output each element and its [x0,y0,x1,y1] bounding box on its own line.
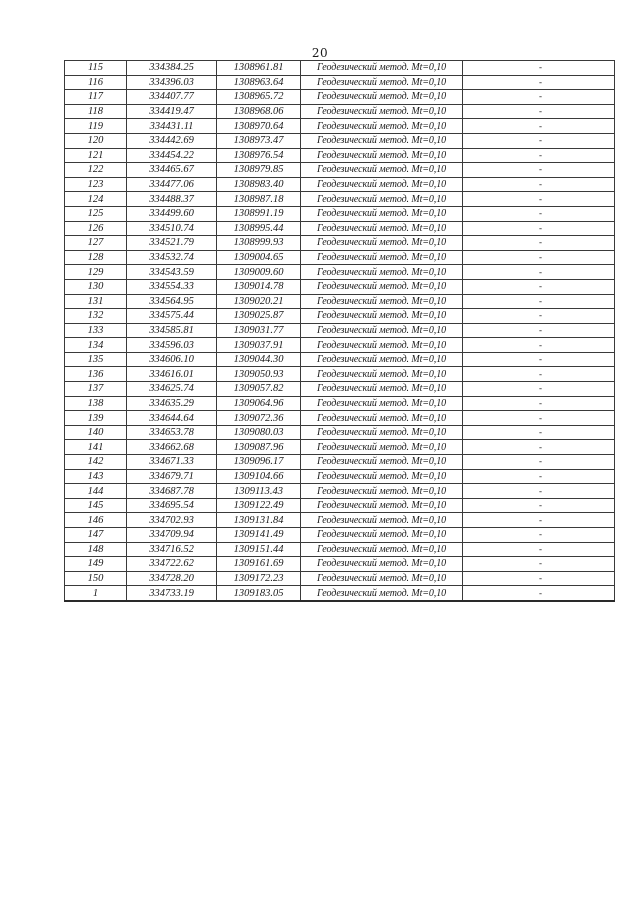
point-number-cell: 150 [65,571,127,586]
point-number-cell: 147 [65,528,127,543]
y-coordinate-cell: 1308987.18 [217,192,301,207]
point-number-cell: 142 [65,455,127,470]
y-coordinate-cell: 1309037.91 [217,338,301,353]
point-number-cell: 136 [65,367,127,382]
accuracy-note-cell: - [463,163,615,178]
table-row [65,411,615,426]
y-coordinate-cell: 1308991.19 [217,206,301,221]
method-cell: Геодезический метод. Mt=0,10 [301,250,463,265]
method-cell: Геодезический метод. Mt=0,10 [301,440,463,455]
x-coordinate-cell: 334477.06 [127,177,217,192]
accuracy-note-cell: - [463,513,615,528]
x-coordinate-cell: 334644.64 [127,411,217,426]
y-coordinate-cell: 1309025.87 [217,309,301,324]
x-coordinate-cell: 334499.60 [127,206,217,221]
y-coordinate-cell: 1308968.06 [217,104,301,119]
point-number-cell: 138 [65,396,127,411]
table-row [65,119,615,134]
y-coordinate-cell: 1309020.21 [217,294,301,309]
accuracy-note-cell: - [463,104,615,119]
point-number-cell: 121 [65,148,127,163]
point-number-cell: 145 [65,498,127,513]
point-number-cell: 125 [65,206,127,221]
accuracy-note-cell: - [463,425,615,440]
x-coordinate-cell: 334728.20 [127,571,217,586]
table-row [65,236,615,251]
accuracy-note-cell: - [463,61,615,76]
y-coordinate-cell: 1309044.30 [217,352,301,367]
x-coordinate-cell: 334442.69 [127,133,217,148]
x-coordinate-cell: 334384.25 [127,61,217,76]
x-coordinate-cell: 334687.78 [127,484,217,499]
point-number-cell: 140 [65,425,127,440]
x-coordinate-cell: 334716.52 [127,542,217,557]
y-coordinate-cell: 1309031.77 [217,323,301,338]
point-number-cell: 130 [65,279,127,294]
table-row [65,528,615,543]
method-cell: Геодезический метод. Mt=0,10 [301,586,463,601]
point-number-cell: 124 [65,192,127,207]
x-coordinate-cell: 334510.74 [127,221,217,236]
point-number-cell: 118 [65,104,127,119]
point-number-cell: 134 [65,338,127,353]
y-coordinate-cell: 1309183.05 [217,586,301,601]
accuracy-note-cell: - [463,440,615,455]
method-cell: Геодезический метод. Mt=0,10 [301,163,463,178]
accuracy-note-cell: - [463,542,615,557]
x-coordinate-cell: 334635.29 [127,396,217,411]
y-coordinate-cell: 1309009.60 [217,265,301,280]
accuracy-note-cell: - [463,338,615,353]
accuracy-note-cell: - [463,75,615,90]
table-row [65,557,615,572]
y-coordinate-cell: 1309080.03 [217,425,301,440]
point-number-cell: 132 [65,309,127,324]
point-number-cell: 141 [65,440,127,455]
method-cell: Геодезический метод. Mt=0,10 [301,279,463,294]
table-row [65,571,615,586]
x-coordinate-cell: 334488.37 [127,192,217,207]
point-number-cell: 148 [65,542,127,557]
point-number-cell: 128 [65,250,127,265]
table-row [65,309,615,324]
method-cell: Геодезический метод. Mt=0,10 [301,206,463,221]
point-number-cell: 123 [65,177,127,192]
x-coordinate-cell: 334454.22 [127,148,217,163]
y-coordinate-cell: 1309014.78 [217,279,301,294]
table-row [65,425,615,440]
accuracy-note-cell: - [463,484,615,499]
y-coordinate-cell: 1309004.65 [217,250,301,265]
y-coordinate-cell: 1308963.64 [217,75,301,90]
point-number-cell: 117 [65,90,127,105]
point-number-cell: 120 [65,133,127,148]
method-cell: Геодезический метод. Mt=0,10 [301,382,463,397]
method-cell: Геодезический метод. Mt=0,10 [301,236,463,251]
y-coordinate-cell: 1309050.93 [217,367,301,382]
point-number-cell: 143 [65,469,127,484]
accuracy-note-cell: - [463,455,615,470]
method-cell: Геодезический метод. Mt=0,10 [301,352,463,367]
method-cell: Геодезический метод. Mt=0,10 [301,367,463,382]
y-coordinate-cell: 1309087.96 [217,440,301,455]
point-number-cell: 131 [65,294,127,309]
accuracy-note-cell: - [463,367,615,382]
x-coordinate-cell: 334695.54 [127,498,217,513]
point-number-cell: 144 [65,484,127,499]
point-number-cell: 127 [65,236,127,251]
point-number-cell: 133 [65,323,127,338]
accuracy-note-cell: - [463,279,615,294]
x-coordinate-cell: 334653.78 [127,425,217,440]
point-number-cell: 126 [65,221,127,236]
table-row [65,294,615,309]
table-row [65,177,615,192]
table-row [65,382,615,397]
accuracy-note-cell: - [463,571,615,586]
x-coordinate-cell: 334543.59 [127,265,217,280]
table-row [65,498,615,513]
accuracy-note-cell: - [463,177,615,192]
method-cell: Геодезический метод. Mt=0,10 [301,542,463,557]
method-cell: Геодезический метод. Mt=0,10 [301,338,463,353]
y-coordinate-cell: 1308965.72 [217,90,301,105]
accuracy-note-cell: - [463,148,615,163]
table-row [65,279,615,294]
x-coordinate-cell: 334679.71 [127,469,217,484]
method-cell: Геодезический метод. Mt=0,10 [301,265,463,280]
method-cell: Геодезический метод. Mt=0,10 [301,177,463,192]
method-cell: Геодезический метод. Mt=0,10 [301,75,463,90]
table-row [65,455,615,470]
accuracy-note-cell: - [463,133,615,148]
accuracy-note-cell: - [463,265,615,280]
x-coordinate-cell: 334521.79 [127,236,217,251]
method-cell: Геодезический метод. Mt=0,10 [301,221,463,236]
y-coordinate-cell: 1309131.84 [217,513,301,528]
method-cell: Геодезический метод. Mt=0,10 [301,411,463,426]
x-coordinate-cell: 334733.19 [127,586,217,601]
table-row [65,469,615,484]
table-row [65,163,615,178]
x-coordinate-cell: 334585.81 [127,323,217,338]
table-row [65,396,615,411]
x-coordinate-cell: 334532.74 [127,250,217,265]
accuracy-note-cell: - [463,498,615,513]
method-cell: Геодезический метод. Mt=0,10 [301,469,463,484]
table-row [65,192,615,207]
accuracy-note-cell: - [463,469,615,484]
method-cell: Геодезический метод. Mt=0,10 [301,571,463,586]
accuracy-note-cell: - [463,250,615,265]
point-number-cell: 149 [65,557,127,572]
method-cell: Геодезический метод. Mt=0,10 [301,294,463,309]
coordinates-table-wrapper [64,60,614,602]
accuracy-note-cell: - [463,557,615,572]
accuracy-note-cell: - [463,411,615,426]
method-cell: Геодезический метод. Mt=0,10 [301,119,463,134]
coordinates-table-body [65,61,615,601]
method-cell: Геодезический метод. Mt=0,10 [301,557,463,572]
table-row [65,542,615,557]
x-coordinate-cell: 334419.47 [127,104,217,119]
y-coordinate-cell: 1308983.40 [217,177,301,192]
method-cell: Геодезический метод. Mt=0,10 [301,148,463,163]
method-cell: Геодезический метод. Mt=0,10 [301,192,463,207]
point-number-cell: 122 [65,163,127,178]
x-coordinate-cell: 334554.33 [127,279,217,294]
x-coordinate-cell: 334722.62 [127,557,217,572]
y-coordinate-cell: 1309141.49 [217,528,301,543]
x-coordinate-cell: 334702.93 [127,513,217,528]
table-row [65,133,615,148]
y-coordinate-cell: 1308973.47 [217,133,301,148]
accuracy-note-cell: - [463,192,615,207]
method-cell: Геодезический метод. Mt=0,10 [301,528,463,543]
method-cell: Геодезический метод. Mt=0,10 [301,484,463,499]
table-row [65,513,615,528]
table-row [65,206,615,221]
y-coordinate-cell: 1308961.81 [217,61,301,76]
point-number-cell: 115 [65,61,127,76]
table-row [65,586,615,601]
table-row [65,484,615,499]
accuracy-note-cell: - [463,352,615,367]
x-coordinate-cell: 334465.67 [127,163,217,178]
accuracy-note-cell: - [463,206,615,221]
y-coordinate-cell: 1308976.54 [217,148,301,163]
method-cell: Геодезический метод. Mt=0,10 [301,323,463,338]
table-row [65,352,615,367]
table-row [65,104,615,119]
table-row [65,221,615,236]
y-coordinate-cell: 1309096.17 [217,455,301,470]
x-coordinate-cell: 334396.03 [127,75,217,90]
method-cell: Геодезический метод. Mt=0,10 [301,498,463,513]
accuracy-note-cell: - [463,119,615,134]
accuracy-note-cell: - [463,294,615,309]
table-row [65,61,615,76]
y-coordinate-cell: 1309104.66 [217,469,301,484]
x-coordinate-cell: 334616.01 [127,367,217,382]
method-cell: Геодезический метод. Mt=0,10 [301,425,463,440]
x-coordinate-cell: 334671.33 [127,455,217,470]
y-coordinate-cell: 1309057.82 [217,382,301,397]
table-row [65,265,615,280]
point-number-cell: 116 [65,75,127,90]
method-cell: Геодезический метод. Mt=0,10 [301,61,463,76]
y-coordinate-cell: 1308999.93 [217,236,301,251]
y-coordinate-cell: 1308995.44 [217,221,301,236]
table-row [65,338,615,353]
y-coordinate-cell: 1309113.43 [217,484,301,499]
point-number-cell: 129 [65,265,127,280]
y-coordinate-cell: 1309172.23 [217,571,301,586]
accuracy-note-cell: - [463,528,615,543]
point-number-cell: 135 [65,352,127,367]
method-cell: Геодезический метод. Mt=0,10 [301,133,463,148]
point-number-cell: 1 [65,586,127,601]
y-coordinate-cell: 1309151.44 [217,542,301,557]
table-row [65,250,615,265]
method-cell: Геодезический метод. Mt=0,10 [301,513,463,528]
accuracy-note-cell: - [463,236,615,251]
x-coordinate-cell: 334662.68 [127,440,217,455]
table-row [65,440,615,455]
x-coordinate-cell: 334407.77 [127,90,217,105]
x-coordinate-cell: 334709.94 [127,528,217,543]
y-coordinate-cell: 1309064.96 [217,396,301,411]
y-coordinate-cell: 1308970.64 [217,119,301,134]
accuracy-note-cell: - [463,221,615,236]
x-coordinate-cell: 334564.95 [127,294,217,309]
x-coordinate-cell: 334606.10 [127,352,217,367]
method-cell: Геодезический метод. Mt=0,10 [301,455,463,470]
accuracy-note-cell: - [463,90,615,105]
coordinates-table [64,60,615,602]
table-row [65,148,615,163]
accuracy-note-cell: - [463,382,615,397]
method-cell: Геодезический метод. Mt=0,10 [301,90,463,105]
method-cell: Геодезический метод. Mt=0,10 [301,309,463,324]
y-coordinate-cell: 1309122.49 [217,498,301,513]
point-number-cell: 137 [65,382,127,397]
y-coordinate-cell: 1309161.69 [217,557,301,572]
x-coordinate-cell: 334431.11 [127,119,217,134]
x-coordinate-cell: 334596.03 [127,338,217,353]
method-cell: Геодезический метод. Mt=0,10 [301,104,463,119]
y-coordinate-cell: 1309072.36 [217,411,301,426]
point-number-cell: 119 [65,119,127,134]
table-row [65,367,615,382]
table-row [65,323,615,338]
accuracy-note-cell: - [463,586,615,601]
page-number: 20 [311,46,329,60]
accuracy-note-cell: - [463,323,615,338]
table-row [65,75,615,90]
y-coordinate-cell: 1308979.85 [217,163,301,178]
accuracy-note-cell: - [463,396,615,411]
point-number-cell: 146 [65,513,127,528]
x-coordinate-cell: 334625.74 [127,382,217,397]
table-row [65,90,615,105]
point-number-cell: 139 [65,411,127,426]
accuracy-note-cell: - [463,309,615,324]
x-coordinate-cell: 334575.44 [127,309,217,324]
method-cell: Геодезический метод. Mt=0,10 [301,396,463,411]
